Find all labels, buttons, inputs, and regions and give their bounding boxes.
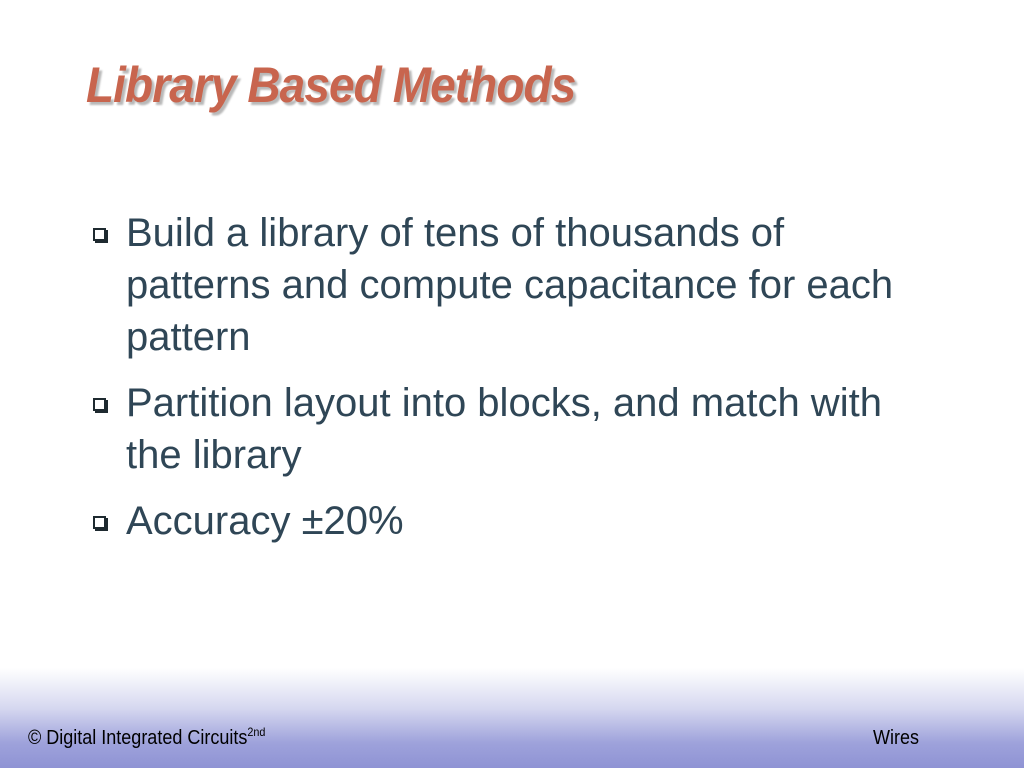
bullet-item [88,207,908,363]
bullet-list [88,207,908,561]
hollow-square-bullet-icon [93,516,106,529]
footer-edition-superscript: 2nd [247,725,266,739]
footer-copyright [28,727,265,750]
bullet-text: Accuracy ±20% [126,499,404,543]
hollow-square-bullet-icon [93,228,106,241]
bullet-item [88,495,908,547]
slide-title: Library Based Methods [86,57,576,113]
bullet-item [88,377,908,481]
hollow-square-bullet-icon [93,398,106,411]
footer-copyright-text: © Digital Integrated Circuits [28,727,248,749]
footer-chapter: Wires [873,727,919,749]
footer-band [0,668,1024,768]
bullet-text: Build a library of tens of thousands of patterns and compute capacitance for each pattern [126,211,894,359]
bullet-text: Partition layout into blocks, and match with the library [126,381,882,477]
